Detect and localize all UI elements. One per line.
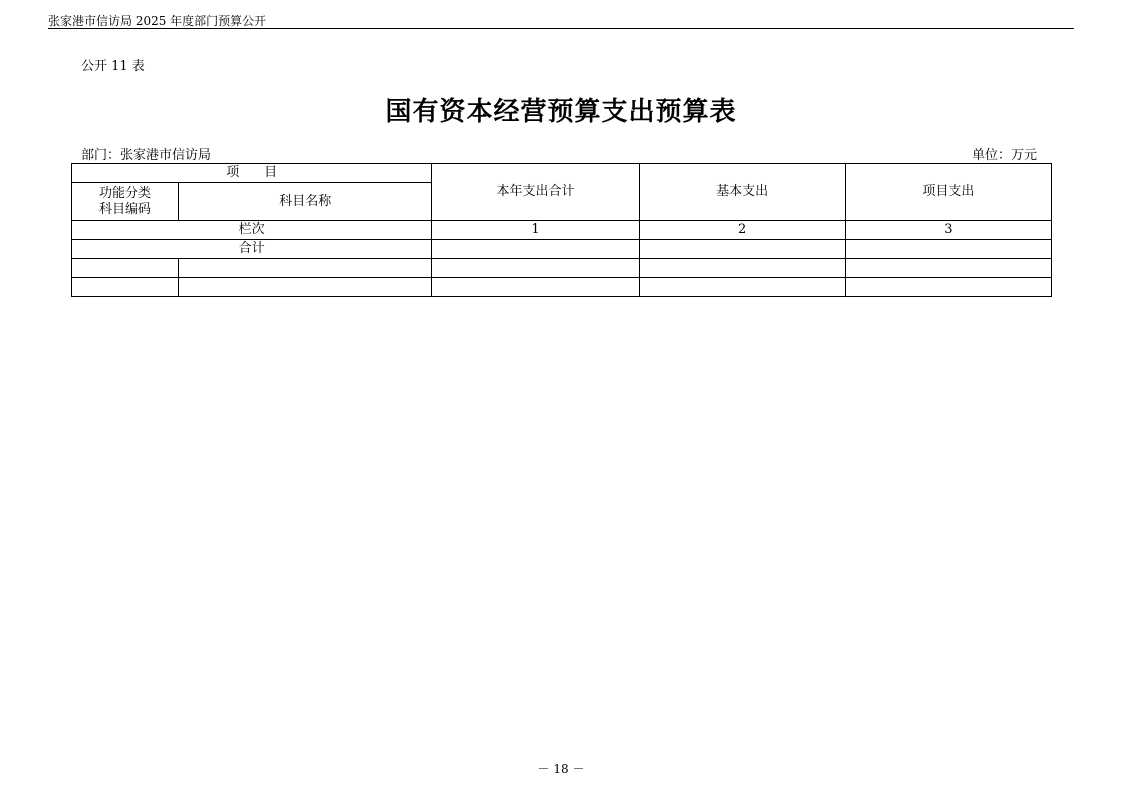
header-total-expenditure: 本年支出合计 — [432, 164, 639, 221]
header-function-code — [72, 183, 179, 221]
empty-cell — [432, 278, 639, 297]
empty-cell — [639, 278, 845, 297]
index-col-3: 3 — [845, 221, 1051, 240]
table-row — [72, 259, 1052, 278]
header-project-expenditure: 项目支出 — [845, 164, 1051, 221]
empty-cell — [179, 259, 432, 278]
index-col-1: 1 — [432, 221, 639, 240]
empty-cell — [179, 278, 432, 297]
page-title: 国有资本经营预算支出预算表 — [385, 97, 737, 127]
department-label: 部门：张家港市信访局 — [81, 148, 212, 163]
empty-cell — [72, 278, 179, 297]
empty-cell — [72, 259, 179, 278]
empty-cell — [845, 259, 1051, 278]
empty-cell — [639, 259, 845, 278]
total-row-cell — [639, 240, 845, 259]
budget-table — [71, 163, 1052, 297]
empty-cell — [432, 259, 639, 278]
header-subject-name: 科目名称 — [179, 183, 432, 221]
index-row-label: 栏次 — [72, 221, 432, 240]
header-function-code-line2: 科目编码 — [99, 201, 152, 217]
running-header: 张家港市信访局 2025 年度部门预算公开 — [48, 14, 267, 28]
total-row-cell — [845, 240, 1051, 259]
header-function-code-line1: 功能分类 — [99, 185, 152, 201]
total-row-label: 合计 — [72, 240, 432, 259]
header-basic-expenditure: 基本支出 — [639, 164, 845, 221]
index-col-2: 2 — [639, 221, 845, 240]
header-divider — [48, 28, 1074, 29]
page-number: － 18 － — [537, 762, 585, 776]
empty-cell — [845, 278, 1051, 297]
header-item-group: 项 目 — [72, 164, 432, 183]
form-number-label: 公开 11 表 — [81, 59, 145, 74]
table-row — [72, 278, 1052, 297]
unit-label: 单位：万元 — [972, 148, 1038, 163]
total-row-cell — [432, 240, 639, 259]
